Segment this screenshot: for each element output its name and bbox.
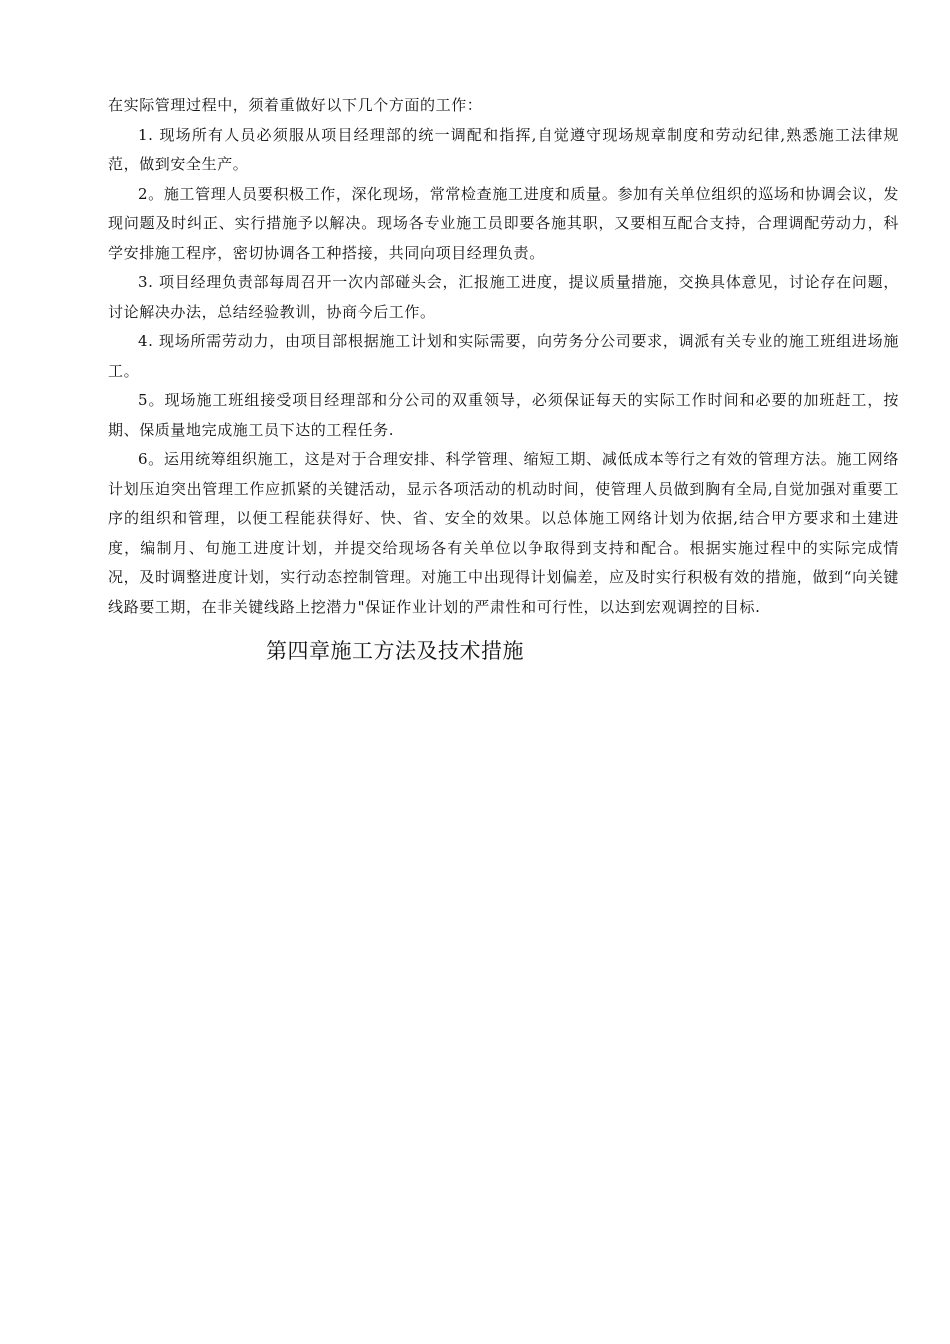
paragraph-item-2: 2。施工管理人员要积极工作，深化现场，常常检查施工进度和质量。参加有关单位组织的巡场和协调会议，发现问题及时纠正、实行措施予以解决。现场各专业施工员即要各施其职，又要相互配合支持，合理调配劳动力，科学安排施工程序，密切协调各工种搭接，共同向项目经理负责。 [108, 184, 899, 262]
paragraph-item-5: 5。现场施工班组接受项目经理部和分公司的双重领导，必须保证每天的实际工作时间和必要的加班赶工，按期、保质量地完成施工员下达的工程任务. [108, 391, 899, 439]
document-body [108, 91, 899, 668]
paragraph-item-6: 6。运用统筹组织施工，这是对于合理安排、科学管理、缩短工期、减低成本等行之有效的管理方法。施工网络计划压迫突出管理工作应抓紧的关键活动，显示各项活动的机动时间，使管理人员做到胸有全局,自觉加强对重要工序的组织和管理，以便工程能获得好、快、省、安全的效果。以总体施工网络计划为依据,结合甲方要求和土建进度，编制月、旬施工进度计划，并提交给现场各有关单位以争取得到支持和配合。根据实施过程中的实际完成情况，及时调整进度计划，实行动态控制管理。对施工中出现得计划偏差，应及时实行积极有效的措施，做到“向关键线路要工期，在非关键线路上挖潜力"保证作业计划的严肃性和可行性，以达到宏观调控的目标. [108, 450, 899, 616]
paragraph-item-3: 3. 项目经理负责部每周召开一次内部碰头会，汇报施工进度，提议质量措施，交换具体意见，讨论存在问题，讨论解决办法，总结经验教训，协商今后工作。 [108, 273, 899, 321]
paragraph-item-4: 4. 现场所需劳动力，由项目部根据施工计划和实际需要，向劳务分公司要求，调派有关专业的施工班组进场施工。 [108, 332, 899, 380]
intro-paragraph: 在实际管理过程中，须着重做好以下几个方面的工作： [108, 96, 483, 114]
chapter-heading: 第四章施工方法及技术措施 [266, 639, 524, 663]
paragraph-item-1: 1. 现场所有人员必须服从项目经理部的统一调配和指挥,自觉遵守现场规章制度和劳动纪律,熟悉施工法律规范，做到安全生产。 [108, 125, 899, 173]
